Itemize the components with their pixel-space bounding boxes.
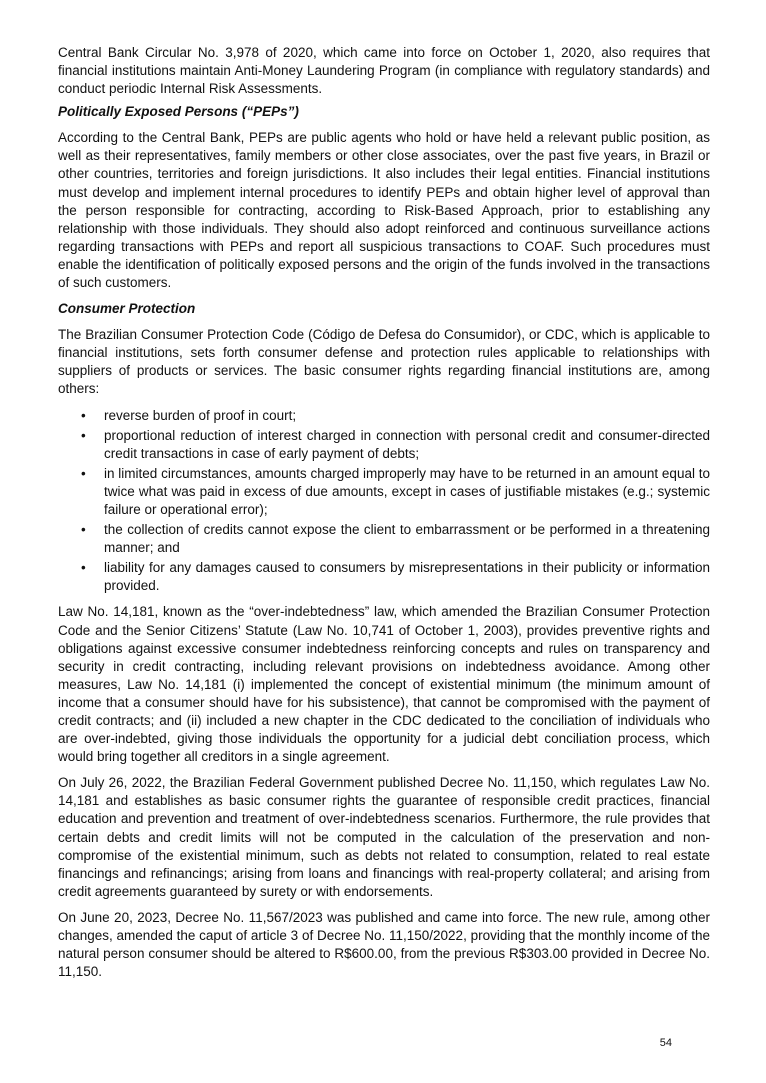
list-item-text: reverse burden of proof in court;	[104, 407, 297, 423]
list-item	[58, 427, 710, 463]
document-page	[58, 44, 710, 989]
consumer-rights-list	[58, 407, 710, 596]
list-item-text: liability for any damages caused to consumers by misrepresentations in their publicity or information provided.	[104, 560, 710, 594]
list-item-text: the collection of credits cannot expose the client to embarrassment or be performed in a threatening manner; and	[104, 522, 710, 556]
list-item-text: proportional reduction of interest charged in connection with personal credit and consumer-directed credit transactions in case of early payment of debts;	[104, 427, 710, 461]
intro-paragraph: Central Bank Circular No. 3,978 of 2020, which came into force on October 1, 2020, also requires that financial institutions maintain Anti-Money Laundering Program (in compliance with regulatory standards) and conduct periodic Internal Risk Assessments.	[58, 45, 710, 97]
list-item	[58, 521, 710, 557]
bullet-icon: •	[81, 427, 86, 443]
list-item	[58, 559, 710, 595]
list-item-text: in limited circumstances, amounts charged improperly may have to be returned in an amount equal to twice what was paid in excess of due amounts, except in cases of justifiable mistakes (e.g.; systemic failure or operational error);	[104, 465, 710, 517]
consumer-protection-heading: Consumer Protection	[58, 301, 196, 317]
bullet-icon: •	[81, 465, 86, 481]
list-item	[58, 465, 710, 519]
page-number: 54	[659, 1037, 672, 1049]
law-14181-paragraph: Law No. 14,181, known as the “over-indebtedness” law, which amended the Brazilian Consumer Protection Code and the Senior Citizens’ Statute (Law No. 10,741 of October 1, 2003), provides preventive rights and obligations against excessive consumer indebtedness reinforcing concepts and rules on transparency and security in credit contracting, including relevant provisions on indebtedness avoidance. Among other measures, Law No. 14,181 (i) implemented the concept of existential minimum (the minimum amount of income that a consumer should have for his subsistence), that cannot be compromised with the payment of credit contracts; and (ii) included a new chapter in the CDC dedicated to the conciliation of individuals who are over-indebted, giving those individuals the opportunity for a judicial debt conciliation process, which would bring together all creditors in a single agreement.	[58, 604, 710, 765]
bullet-icon: •	[81, 560, 86, 576]
bullet-icon: •	[81, 522, 86, 538]
pep-paragraph: According to the Central Bank, PEPs are public agents who hold or have held a relevant public position, as well as their representatives, family members or other close associates, over the past five years, in Brazil or other countries, territories and foreign jurisdictions. It also includes their legal entities. Financial institutions must develop and implement internal procedures to identify PEPs and obtain higher level of approval than the person responsible for contracting, according to Risk-Based Approach, prior to establishing any relationship with those individuals. They should also adopt reinforced and continuous surveillance actions regarding transactions with PEPs and report all suspicious transactions to COAF. Such procedures must enable the identification of politically exposed persons and the origin of the funds involved in the transactions of such customers.	[58, 130, 710, 291]
consumer-protection-paragraph: The Brazilian Consumer Protection Code (Código de Defesa do Consumidor), or CDC, which is applicable to financial institutions, sets forth consumer defense and protection rules applicable to relationships with suppliers of products or services. The basic consumer rights regarding financial institutions are, among others:	[58, 327, 710, 397]
decree-11150-paragraph: On July 26, 2022, the Brazilian Federal Government published Decree No. 11,150, which regulates Law No. 14,181 and establishes as basic consumer rights the guarantee of responsible credit practices, financial education and prevention and treatment of over-indebtedness scenarios. Furthermore, the rule provides that certain debts and credit limits will not be computed in the calculation of the preservation and non-compromise of the existential minimum, such as debts not related to consumption, related to real estate financings and refinancings; arising from loans and financings with real-property collateral; and arising from credit agreements guaranteed by surety or with endorsements.	[58, 775, 710, 899]
bullet-icon: •	[81, 407, 86, 423]
pep-heading: Politically Exposed Persons (“PEPs”)	[58, 104, 299, 120]
decree-11567-paragraph: On June 20, 2023, Decree No. 11,567/2023 was published and came into force. The new rule, among other changes, amended the caput of article 3 of Decree No. 11,150/2022, providing that the monthly income of the natural person consumer should be altered to R$600.00, from the previous R$303.00 provided in Decree No. 11,150.	[58, 909, 710, 980]
list-item	[58, 407, 710, 425]
